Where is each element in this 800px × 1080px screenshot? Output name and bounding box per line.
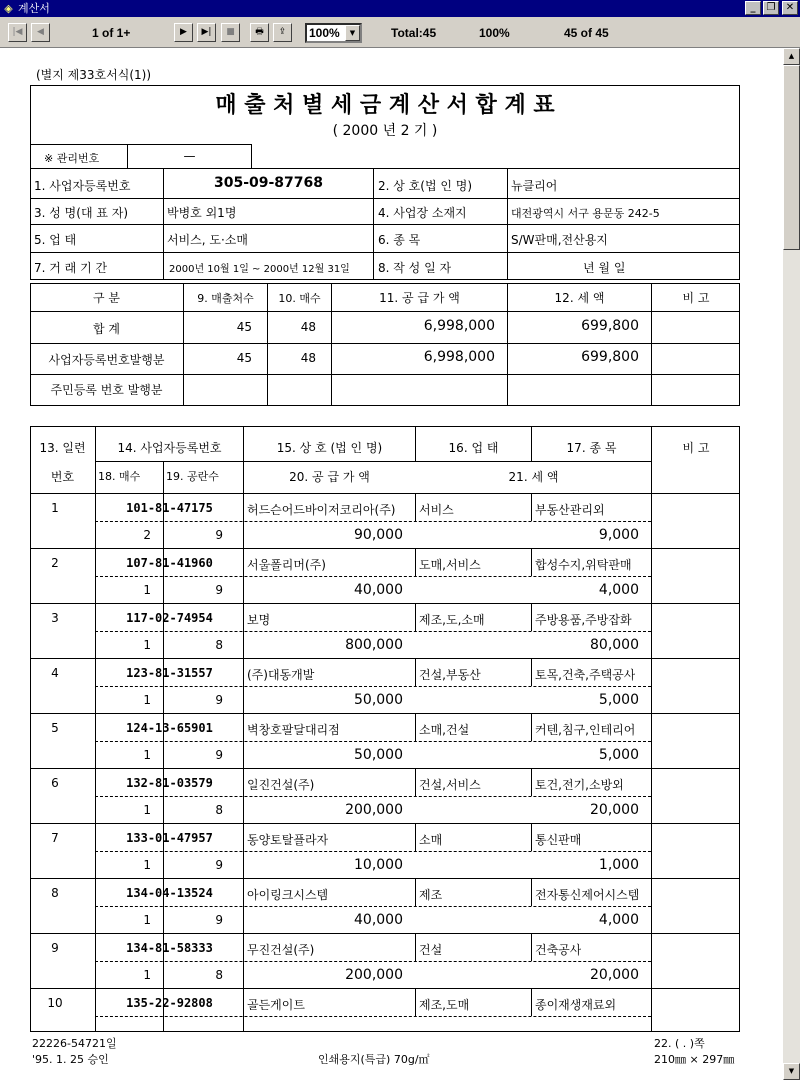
maximize-button[interactable]: ❐: [763, 1, 779, 15]
company-name-label: 2. 상 호(법 인 명): [378, 179, 473, 193]
tax-invoice-document: [0, 48, 783, 1080]
detail-blank-count: 9: [215, 858, 223, 872]
detail-serial-number: 10: [47, 996, 63, 1010]
summary-header-tax: 12. 세 액: [554, 291, 605, 305]
app-icon: ◈: [4, 2, 13, 15]
detail-serial-number: 9: [51, 941, 59, 955]
detail-business-item: 커텐,침구,인테리어: [535, 723, 636, 737]
detail-business-type: 제조: [419, 888, 443, 902]
company-name-value: 뉴클리어: [511, 179, 558, 193]
detail-tax-amount: 4,000: [598, 912, 639, 928]
paper-spec: 인쇄용지(특급) 70g/㎡: [318, 1053, 430, 1066]
export-icon[interactable]: ⇪: [273, 23, 292, 42]
registration-number-value: 305-09-87768: [213, 175, 324, 191]
report-view: [0, 48, 783, 1080]
summary-header-supply: 11. 공 급 가 액: [379, 291, 460, 305]
detail-header-tax: 21. 세 액: [508, 470, 559, 484]
last-page-button[interactable]: ▶|: [197, 23, 216, 42]
detail-company-name: 보명: [247, 613, 271, 627]
detail-registration-number: 134-81-58333: [126, 941, 213, 955]
detail-company-name: 아이링크시스템: [247, 888, 329, 902]
summary-row-count: 45: [236, 320, 252, 334]
summary-row-supply: 6,998,000: [423, 349, 495, 365]
trade-period-label: 7. 거 래 기 간: [34, 261, 108, 275]
minimize-button[interactable]: _: [745, 1, 761, 15]
previous-page-button[interactable]: ◀: [31, 23, 50, 42]
detail-header-business: 16. 업 태: [448, 441, 499, 455]
detail-registration-number: 135-22-92808: [126, 996, 213, 1010]
detail-header-supply: 20. 공 급 가 액: [289, 470, 370, 484]
detail-business-type: 제조,도,소매: [419, 613, 485, 627]
detail-header-registration: 14. 사업자등록번호: [117, 441, 222, 455]
detail-sheet-count: 2: [143, 528, 151, 542]
address-value: 대전광역시 서구 용문동 242-5: [511, 207, 660, 220]
scrollbar-thumb[interactable]: [783, 65, 800, 250]
detail-business-item: 전자통신제어시스템: [535, 888, 640, 902]
detail-serial-number: 5: [51, 721, 59, 735]
detail-header-item: 17. 종 목: [566, 441, 617, 455]
summary-header-sheets: 10. 매수: [278, 292, 321, 305]
business-type-value: 서비스, 도·소매: [167, 233, 248, 247]
percent-status: 100%: [479, 26, 510, 40]
chevron-down-icon[interactable]: ▼: [345, 25, 360, 41]
detail-tax-amount: 20,000: [590, 967, 639, 983]
report-toolbar: [0, 17, 800, 48]
detail-business-item: 통신판매: [535, 833, 582, 847]
business-type-label: 5. 업 태: [34, 233, 77, 247]
detail-supply-amount: 200,000: [345, 967, 403, 983]
detail-business-item: 종이재생재료외: [535, 998, 617, 1012]
detail-company-name: 일진건설(주): [247, 778, 315, 792]
detail-company-name: 동양토탈플라자: [247, 833, 329, 847]
detail-registration-number: 123-81-31557: [126, 666, 213, 680]
detail-company-name: (주)대동개발: [247, 668, 315, 682]
trade-period-value: 2000년 10월 1일 ~ 2000년 12월 31일: [169, 264, 350, 275]
detail-tax-amount: 20,000: [590, 802, 639, 818]
detail-sheet-count: 1: [143, 693, 151, 707]
detail-serial-number: 2: [51, 556, 59, 570]
approval-date: '95. 1. 25 승인: [32, 1053, 109, 1066]
detail-company-name: 골든게이트: [247, 998, 305, 1012]
summary-row-label: 합 계: [93, 322, 120, 336]
detail-blank-count: 8: [215, 803, 223, 817]
detail-business-item: 부동산관리외: [535, 503, 605, 517]
page-number-field: 22. ( . )쪽: [654, 1037, 705, 1050]
detail-registration-number: 101-81-47175: [126, 501, 213, 515]
summary-row-label: 사업자등록번호발행분: [48, 353, 165, 367]
detail-business-type: 도매,서비스: [419, 558, 481, 572]
detail-tax-amount: 5,000: [598, 692, 639, 708]
first-page-button[interactable]: |◀: [8, 23, 27, 42]
detail-serial-number: 4: [51, 666, 59, 680]
detail-serial-number: 8: [51, 886, 59, 900]
detail-supply-amount: 200,000: [345, 802, 403, 818]
detail-serial-number: 3: [51, 611, 59, 625]
summary-row-label: 주민등록 번호 발행분: [50, 383, 163, 397]
detail-blank-count: 9: [215, 693, 223, 707]
detail-supply-amount: 50,000: [354, 747, 403, 763]
summary-header-category: 구 분: [93, 291, 120, 305]
detail-business-type: 서비스: [419, 503, 454, 517]
detail-blank-count: 9: [215, 748, 223, 762]
detail-tax-amount: 80,000: [590, 637, 639, 653]
summary-row-tax: 699,800: [581, 349, 639, 365]
detail-business-item: 토건,전기,소방외: [535, 778, 624, 792]
issue-date-label: 8. 작 성 일 자: [378, 261, 452, 275]
stop-icon[interactable]: ■: [221, 23, 240, 42]
detail-sheet-count: 1: [143, 583, 151, 597]
detail-business-type: 소매,건설: [419, 723, 470, 737]
detail-header-sheets: 18. 매수: [98, 470, 141, 483]
detail-header-blanks: 19. 공란수: [166, 470, 219, 483]
detail-serial-number: 6: [51, 776, 59, 790]
summary-header-note: 비 고: [682, 291, 710, 305]
detail-sheet-count: 1: [143, 748, 151, 762]
detail-header-serial-number: 번호: [50, 470, 75, 484]
detail-tax-amount: 1,000: [598, 857, 639, 873]
page-indicator: 1 of 1+: [92, 26, 131, 40]
detail-supply-amount: 50,000: [354, 692, 403, 708]
detail-business-item: 주방용품,주방잡화: [535, 613, 632, 627]
detail-supply-amount: 800,000: [345, 637, 403, 653]
representative-label: 3. 성 명(대 표 자): [34, 206, 129, 220]
detail-header-note: 비 고: [682, 441, 710, 455]
detail-blank-count: 9: [215, 528, 223, 542]
detail-company-name: 벽창호팔달대리점: [247, 723, 340, 737]
detail-supply-amount: 90,000: [354, 527, 403, 543]
detail-business-type: 건설,부동산: [419, 668, 481, 682]
summary-row-sheets: 48: [300, 351, 316, 365]
summary-row-sheets: 48: [300, 320, 316, 334]
detail-tax-amount: 5,000: [598, 747, 639, 763]
business-item-value: S/W판매,전산용지: [511, 233, 608, 247]
detail-blank-count: 9: [215, 913, 223, 927]
detail-serial-number: 1: [51, 501, 59, 515]
detail-business-type: 건설: [419, 943, 443, 957]
scroll-down-icon[interactable]: ▼: [783, 1063, 800, 1080]
detail-header-company: 15. 상 호 (법 인 명): [276, 441, 383, 455]
form-number: (별지 제33호서식(1)): [36, 68, 151, 82]
detail-sheet-count: 1: [143, 638, 151, 652]
detail-serial-number: 7: [51, 831, 59, 845]
detail-sheet-count: 1: [143, 968, 151, 982]
detail-registration-number: 117-02-74954: [126, 611, 213, 625]
detail-tax-amount: 9,000: [598, 527, 639, 543]
print-icon[interactable]: 🖶: [250, 23, 269, 42]
detail-supply-amount: 40,000: [354, 912, 403, 928]
paper-size: 210㎜ × 297㎜: [654, 1053, 735, 1066]
detail-sheet-count: 1: [143, 803, 151, 817]
detail-registration-number: 132-81-03579: [126, 776, 213, 790]
detail-business-type: 건설,서비스: [419, 778, 481, 792]
business-item-label: 6. 종 목: [378, 233, 421, 247]
zoom-select[interactable]: 100% ▼: [305, 23, 362, 43]
detail-blank-count: 9: [215, 583, 223, 597]
detail-tax-amount: 4,000: [598, 582, 639, 598]
detail-registration-number: 107-81-41960: [126, 556, 213, 570]
detail-registration-number: 133-01-47957: [126, 831, 213, 845]
detail-supply-amount: 40,000: [354, 582, 403, 598]
summary-row-count: 45: [236, 351, 252, 365]
scroll-up-icon[interactable]: ▲: [783, 48, 800, 65]
summary-header-count: 9. 매출처수: [197, 292, 254, 305]
window-title: 계산서: [18, 2, 50, 15]
close-button[interactable]: ✕: [782, 1, 798, 15]
summary-row-tax: 699,800: [581, 318, 639, 334]
representative-value: 박병호 외1명: [167, 206, 237, 220]
window-title-bar: [0, 0, 800, 17]
detail-company-name: 무진건설(주): [247, 943, 315, 957]
detail-business-type: 소매: [419, 833, 443, 847]
document-period: ( 2000 년 2 기 ): [332, 123, 438, 139]
issue-date-value: 년 월 일: [583, 261, 626, 275]
management-number-value: —: [183, 149, 196, 163]
detail-business-item: 합성수지,위탁판매: [535, 558, 632, 572]
next-page-button[interactable]: ▶: [174, 23, 193, 42]
detail-supply-amount: 10,000: [354, 857, 403, 873]
detail-company-name: 서울폴리머(주): [247, 558, 326, 572]
record-count: 45 of 45: [564, 26, 609, 40]
detail-registration-number: 134-04-13524: [126, 886, 213, 900]
detail-company-name: 허드슨어드바이저코리아(주): [247, 503, 396, 517]
form-code: 22226-54721일: [32, 1037, 117, 1050]
management-number-label: ※ 관리번호: [44, 152, 100, 165]
detail-header-serial: 13. 일련: [39, 441, 86, 455]
registration-number-label: 1. 사업자등록번호: [34, 179, 131, 193]
total-records: Total:45: [391, 26, 437, 40]
vertical-scrollbar[interactable]: [783, 48, 800, 1080]
detail-business-item: 건축공사: [535, 943, 582, 957]
detail-business-type: 제조,도매: [419, 998, 470, 1012]
detail-business-item: 토목,건축,주택공사: [535, 668, 636, 682]
summary-row-supply: 6,998,000: [423, 318, 495, 334]
detail-blank-count: 8: [215, 968, 223, 982]
address-label: 4. 사업장 소재지: [378, 206, 467, 220]
detail-blank-count: 8: [215, 638, 223, 652]
detail-sheet-count: 1: [143, 913, 151, 927]
document-title: 매 출 처 별 세 금 계 산 서 합 계 표: [215, 92, 555, 118]
detail-sheet-count: 1: [143, 858, 151, 872]
detail-registration-number: 124-13-65901: [126, 721, 213, 735]
